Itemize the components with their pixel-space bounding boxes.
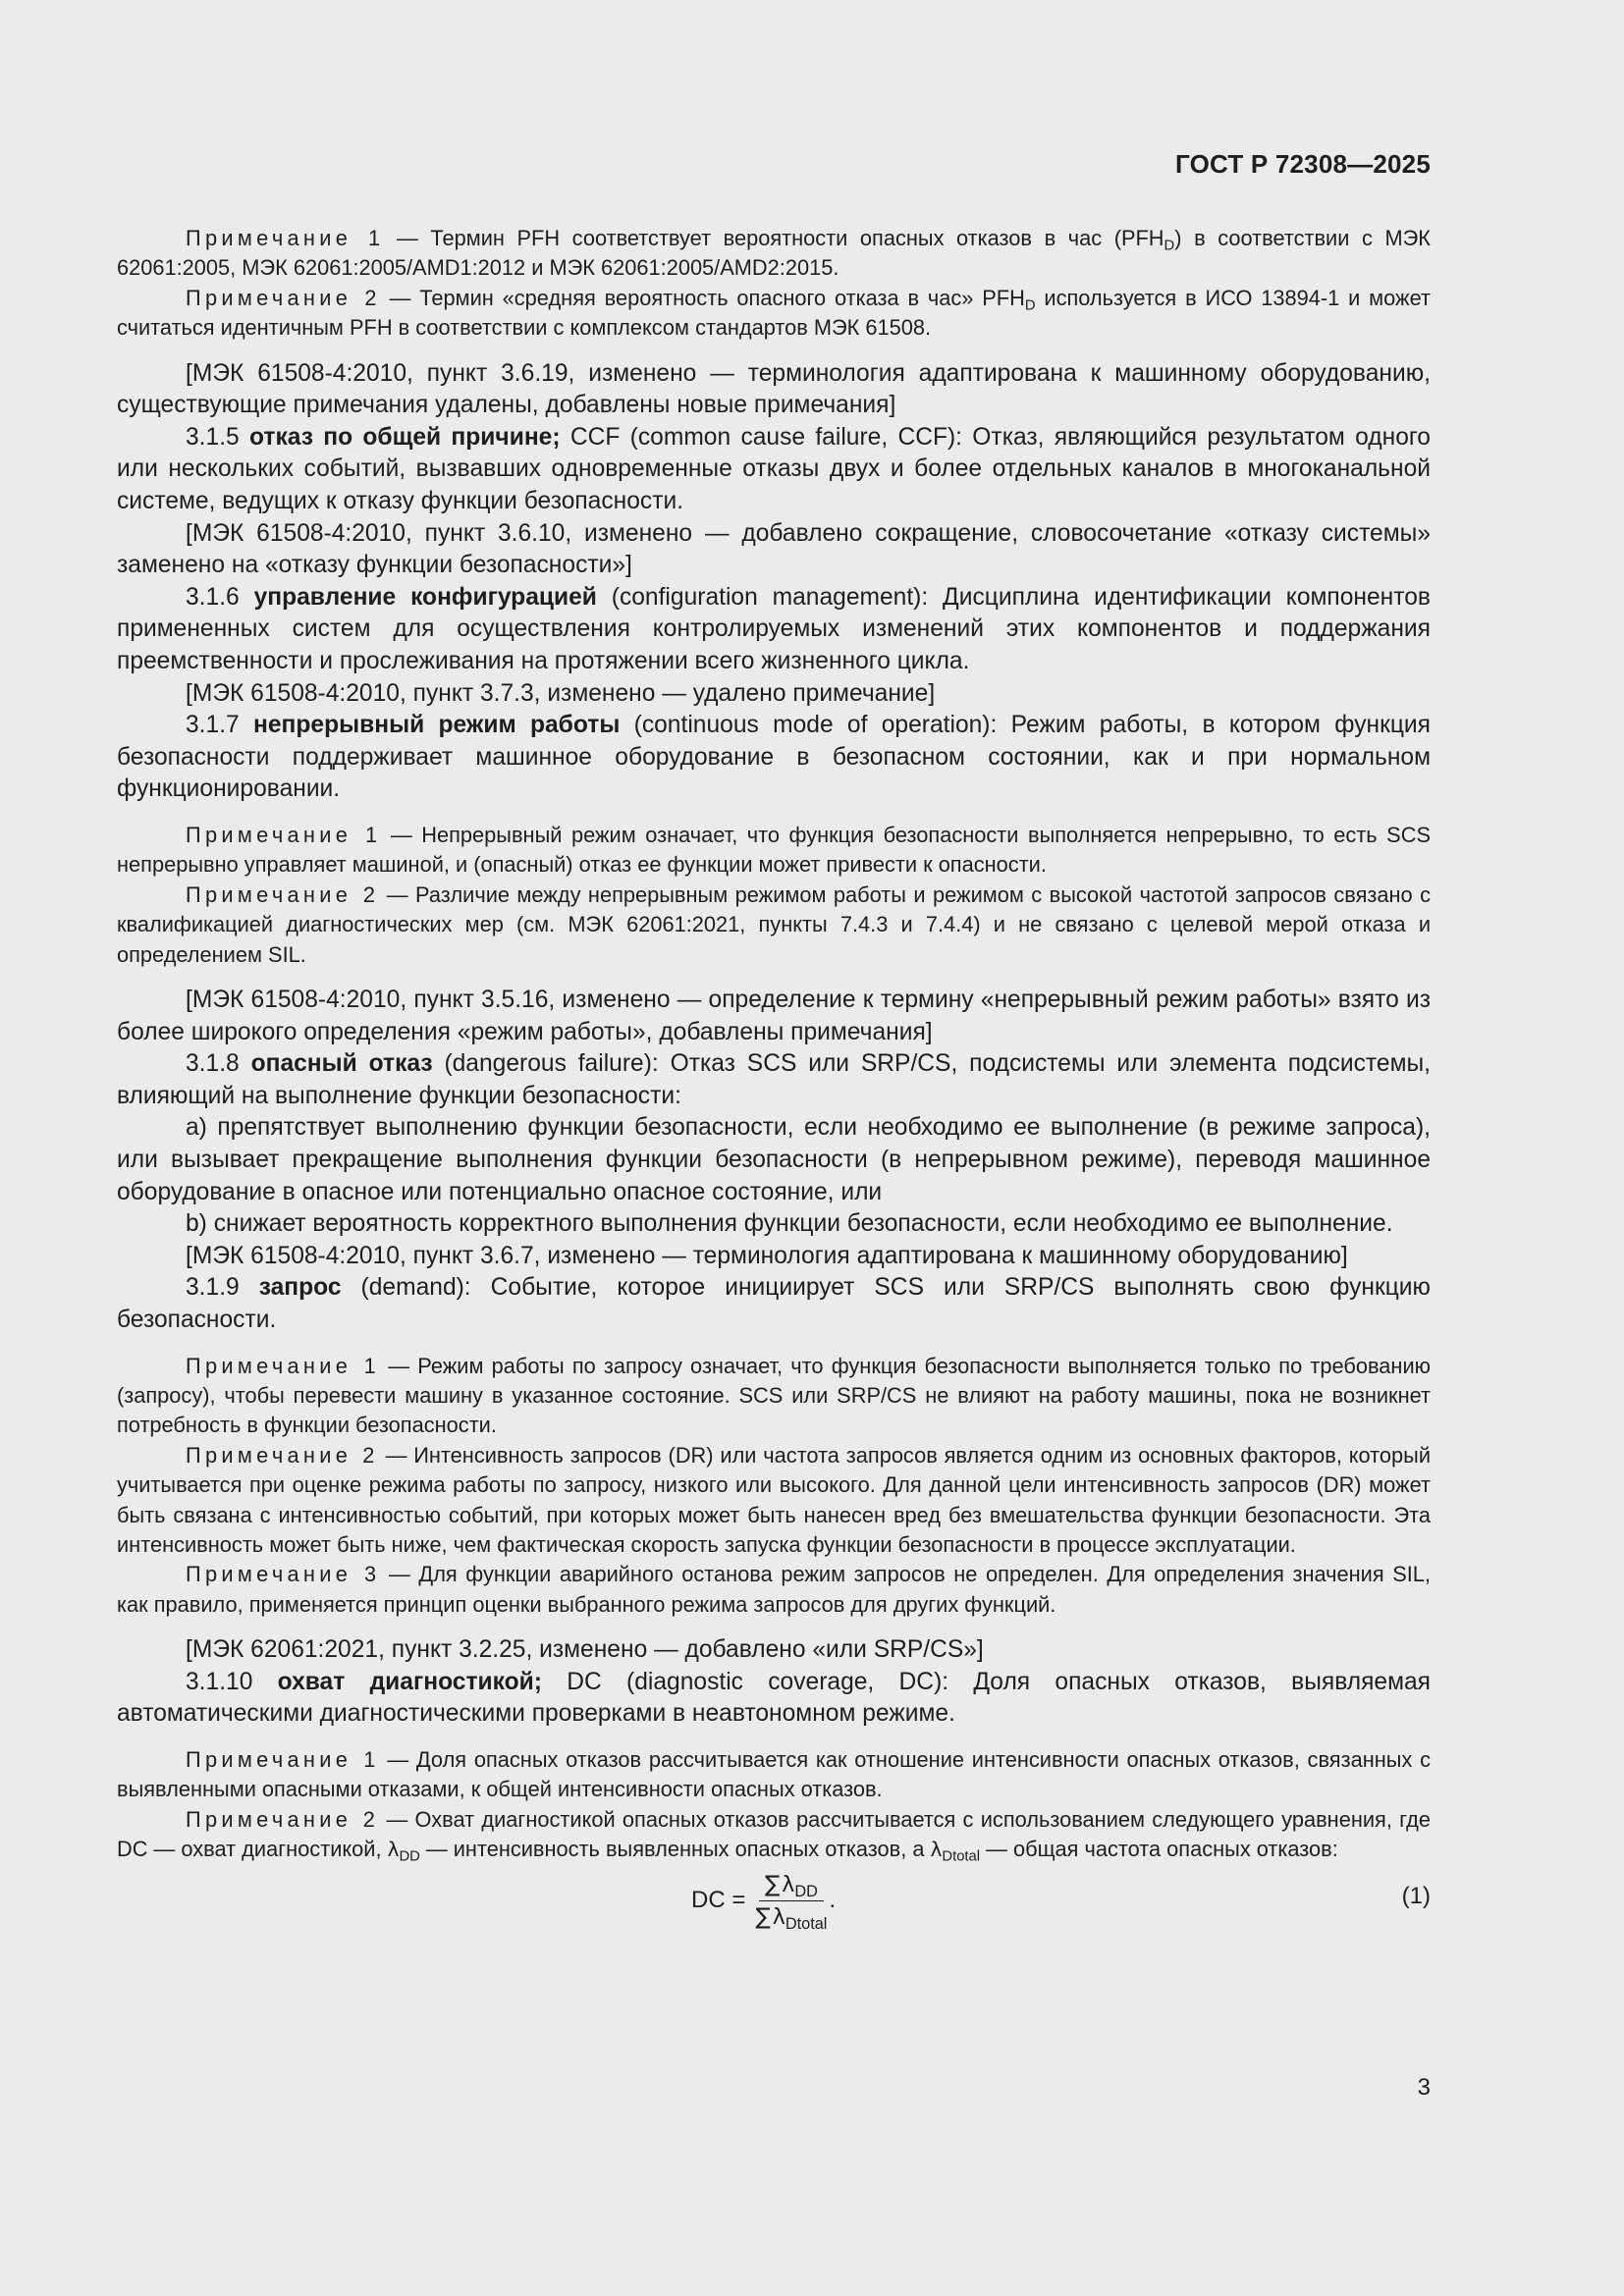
term-3-1-5: 3.1.5 отказ по общей причине; CCF (common cause failure, CCF): Отказ, являющийся результатом одного или нескольких событий, вызвавших одновременные отказы двух и более отдельных каналов в многоканальной системе, ведущих к отказу функции безопасности. — [117, 423, 1431, 514]
note-pfh-2: Примечание 2 — Термин «средняя вероятность опасного отказа в час» $PFH_D$ используется в ИСО 13894-1 и может считаться идентичным PFH в соответствии с комплексом стандартов МЭК 61508. — [117, 285, 1431, 341]
term-title: охват диагностикой; — [277, 1668, 542, 1695]
reference-paragraph: [МЭК 61508-4:2010, пункт 3.6.19, изменено — терминология адаптирована к машинному оборудованию, существующие примечания удалены, добавлены новые примечания] — [117, 359, 1431, 419]
note-pfh-1: Примечание 1 — Термин PFH соответствует вероятности опасных отказов в час $(PFH_D)$ в соответствии с МЭК 62061:2005, МЭК 62061:2005/AMD1:2012 и МЭК 62061:2005/AMD2:2015. — [117, 226, 1431, 281]
note-3-1-9-2: Примечание 2 — Интенсивность запросов (DR) или частота запросов является одним из основных факторов, который учитывается при оценке режима работы по запросу, низкого или высокого. Для данной цели интенсивность запросов (DR) может быть связана с интенсивностью событий, при которых может быть нанесен вред без вмешательства функции безопасности. Эта интенсивность может быть ниже, чем фактическая скорость запуска функции безопасности в процессе эксплуатации. — [117, 1442, 1431, 1557]
note-lead: Примечание 1 — [186, 226, 385, 250]
note-lead: Примечание 2 — [186, 1442, 379, 1468]
note-3-1-9-3: Примечание 3 — Для функции аварийного останова режим запросов не определен. Для определения значения SIL, как правило, применяется принцип оценки выбранного режима запросов для других функций. — [117, 1562, 1431, 1617]
sum-symbol: ∑ — [764, 1871, 781, 1897]
document-number-header: ГОСТ Р 72308—2025 — [1175, 149, 1431, 179]
term-title: запрос — [258, 1274, 342, 1302]
term-title: управление конфигурацией — [253, 583, 597, 611]
note-lead: Примечание 2 — [186, 1806, 380, 1832]
formula-end: . — [829, 1887, 837, 1914]
term-title: отказ по общей причине; — [248, 423, 561, 451]
note-lead: Примечание 2 — [186, 285, 381, 310]
term-3-1-9: 3.1.9 запрос (demand): Событие, которое инициирует SCS или SRP/CS выполнять свою функцию безопасности. — [117, 1274, 1431, 1333]
equation-number: (1) — [1401, 1882, 1431, 1909]
reference-paragraph: [МЭК 62061:2021, пункт 3.2.25, изменено — добавлено «или SRP/CS»] — [186, 1636, 984, 1664]
lambda-symbol: λ — [772, 1904, 785, 1930]
sum-symbol: ∑ — [755, 1903, 771, 1930]
lambda-symbol: λ — [387, 1838, 400, 1862]
note-lead: Примечание 1 — [186, 1353, 381, 1378]
term-title: непрерывный режим работы — [253, 712, 621, 739]
page-number: 3 — [1417, 2074, 1431, 2101]
reference-paragraph: [МЭК 61508-4:2010, пункт 3.6.10, изменено — добавлено сокращение, словосочетание «отказу системы» заменено на «отказу функции безопасности»] — [117, 519, 1431, 579]
term-title: опасный отказ — [250, 1050, 433, 1078]
formula-lhs: DC = — [691, 1887, 746, 1914]
note-3-1-7-1: Примечание 1 — Непрерывный режим означает, что функция безопасности выполняется непрерывно, то есть SCS непрерывно управляет машиной, и (опасный) отказ ее функции может привести к опасности. — [117, 822, 1431, 878]
lambda-symbol: λ — [782, 1872, 795, 1897]
term-3-1-10: 3.1.10 охват диагностикой; DC (diagnostic coverage, DC): Доля опасных отказов, выявляемая автоматическими диагностическими проверками в неавтономном режиме. — [117, 1668, 1431, 1728]
lambda-symbol: λ — [930, 1838, 943, 1862]
formula-numerator: $\sum\lambda_{DD}$ — [759, 1871, 824, 1901]
formula-row — [117, 1869, 1431, 1940]
note-3-1-7-2: Примечание 2 — Различие между непрерывным режимом работы и режимом с высокой частотой запросов связано с квалификацией диагностических мер (см. МЭК 62061:2021, пункты 7.4.3 и 7.4.4) и не связано с целевой мерой отказа и определением SIL. — [117, 881, 1431, 967]
reference-paragraph: [МЭК 61508-4:2010, пункт 3.6.7, изменено — терминология адаптирована к машинному оборудованию] — [186, 1242, 1348, 1269]
term-3-1-6: 3.1.6 управление конфигурацией (configuration management): Дисциплина идентификации компонентов примененных систем для осуществления контролируемых изменений этих компонентов и поддержания преемственности и прослеживания на протяжении всего жизненного цикла. — [117, 583, 1431, 674]
note-lead: Примечание 2 — [186, 881, 380, 907]
page-content — [117, 224, 1431, 1940]
note-3-1-10-1: Примечание 1 — Доля опасных отказов рассчитывается как отношение интенсивности опасных отказов, связанных с выявленными опасными отказами, к общей интенсивности опасных отказов. — [117, 1746, 1431, 1802]
term-3-1-7: 3.1.7 непрерывный режим работы (continuous mode of operation): Режим работы, в котором функция безопасности поддерживает машинное оборудование в безопасном состоянии, как и при нормальном функционировании. — [117, 712, 1431, 803]
list-item-b: b) снижает вероятность корректного выполнения функции безопасности, если необходимо ее выполнение. — [186, 1210, 1393, 1238]
note-3-1-10-2: Примечание 2 — Охват диагностикой опасных отказов рассчитывается с использованием следующего уравнения, где DC — охват диагностикой, $\lambda_{DD}$ — интенсивность выявленных опасных отказов, а $\lambda_{Dtotal}$ — общая частота опасных отказов: — [117, 1806, 1431, 1865]
formula-fraction — [753, 1871, 829, 1931]
reference-paragraph: [МЭК 61508-4:2010, пункт 3.5.16, изменено — определение к термину «непрерывный режим работы» взято из более широкого определения «режим работы», добавлены примечания] — [117, 986, 1431, 1045]
formula-denominator: $\sum\lambda_{Dtotal}$ — [755, 1903, 828, 1933]
note-lead: Примечание 1 — [186, 1746, 380, 1772]
note-3-1-9-1: Примечание 1 — Режим работы по запросу означает, что функция безопасности выполняется только по требованию (запросу), чтобы перевести машину в указанное состояние. SCS или SRP/CS не влияют на работу машины, пока не возникнет потребность в функции безопасности. — [117, 1353, 1431, 1438]
note-lead: Примечание 3 — [186, 1562, 381, 1587]
dc-formula — [691, 1871, 836, 1931]
note-lead: Примечание 1 — [186, 822, 382, 847]
term-3-1-8: 3.1.8 опасный отказ (dangerous failure): Отказ SCS или SRP/CS, подсистемы или элемента подсистемы, влияющий на выполнение функции безопасности: — [117, 1050, 1431, 1109]
reference-paragraph: [МЭК 61508-4:2010, пункт 3.7.3, изменено — удалено примечание] — [186, 679, 936, 707]
list-item-a: a) препятствует выполнению функции безопасности, если необходимо ее выполнение (в режиме запроса), или вызывает прекращение выполнения функции безопасности (в непрерывном режиме), переводя машинное оборудование в опасное или потенциально опасное состояние, или — [117, 1114, 1431, 1205]
